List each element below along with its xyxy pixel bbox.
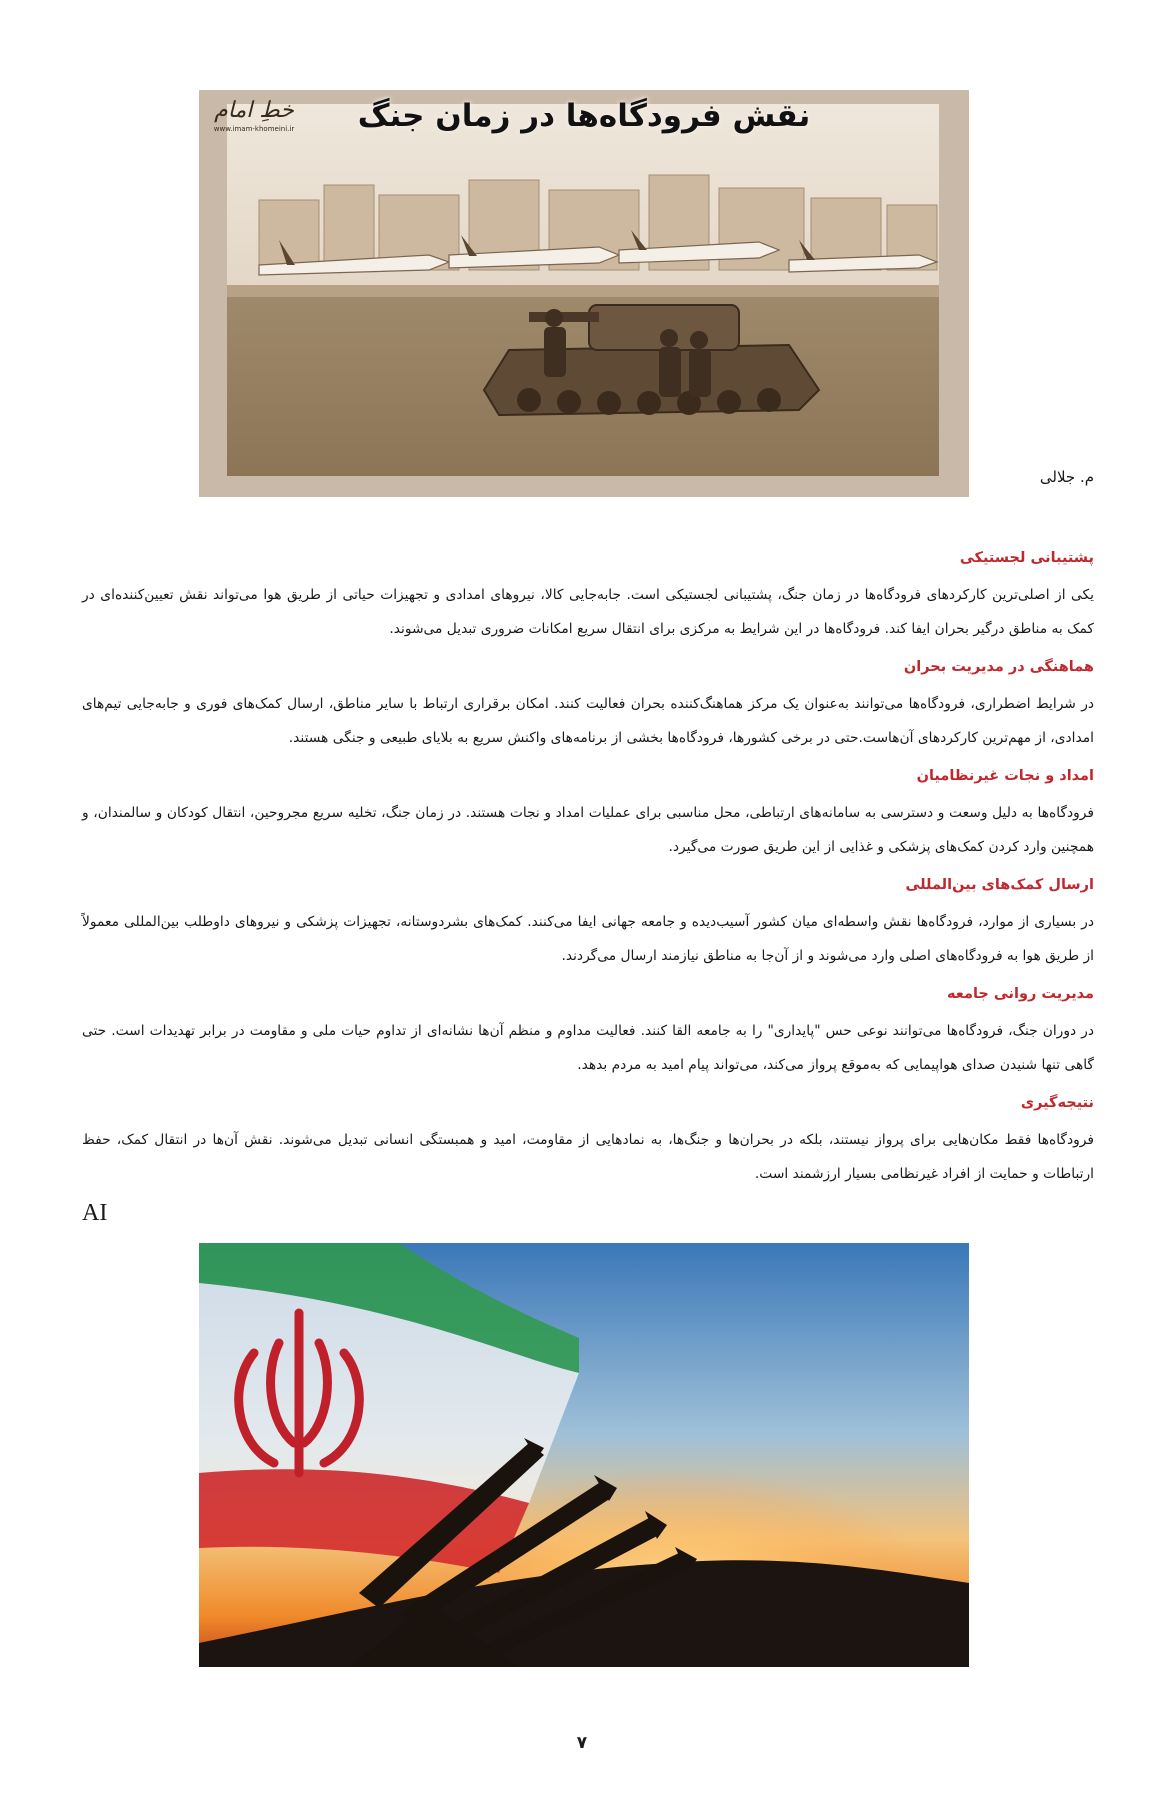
logo-mark: خطِ امام	[214, 98, 294, 123]
flag-missiles-photo	[199, 1243, 969, 1667]
section-paragraph: در شرایط اضطراری، فرودگاه‌ها می‌توانند به‌عنوان یک مرکز هماهنگ‌کننده بحران فعالیت کنند. امکان برقراری ارتباط با سایر مناطق، ارسال کمک‌های فوری و جابه‌جایی تیم‌های امدادی، از مهم‌ترین کارکردهای آن‌هاست.حتی در برخی کشورها، فرودگاه‌ها بخشی از برنامه‌های واکنش سریع به بلایای طبیعی و جنگی هستند.	[82, 696, 1094, 746]
section-paragraph: فرودگاه‌ها به دلیل وسعت و دسترسی به سامانه‌های ارتباطی، محل مناسبی برای عملیات امداد و نجات هستند. در زمان جنگ، تخلیه سریع مجروحین، انتقال کودکان و سالمندان، و همچنین وارد کردن کمک‌های پزشکی و غذایی از این طریق صورت می‌گیرد.	[82, 805, 1094, 855]
section-paragraph: در بسیاری از موارد، فرودگاه‌ها نقش واسطه‌ای میان کشور آسیب‌دیده و جامعه جهانی ایفا می‌کنند. کمک‌های بشردوستانه، تجهیزات پزشکی و نیروهای داوطلب بین‌المللی معمولاً از طریق هوا به فرودگاه‌های اصلی وارد می‌شوند و از آن‌جا به مناطق نیازمند ارسال می‌گردند.	[82, 914, 1094, 964]
section-heading: مدیریت روانی جامعه	[946, 986, 1094, 1002]
photo-title: نقش فرودگاه‌ها در زمان جنگ	[357, 98, 811, 134]
ai-label: AI	[82, 1200, 108, 1226]
flag-missiles-illustration	[199, 1243, 969, 1667]
section-heading: هماهنگی در مدیریت بحران	[903, 659, 1094, 675]
author-name: م. جلالی	[1039, 468, 1094, 486]
section-paragraph: فرودگاه‌ها فقط مکان‌هایی برای پرواز نیستند، بلکه در بحران‌ها و جنگ‌ها، به نمادهایی از مقاومت، امید و همبستگی انسانی تبدیل می‌شوند. نقش آن‌ها در انتقال کمک، حفظ ارتباطات و حمایت از افراد غیرنظامی بسیار ارزشمند است.	[82, 1132, 1094, 1182]
section-heading: نتیجه‌گیری	[1020, 1095, 1094, 1111]
section-heading: امداد و نجات غیرنظامیان	[916, 768, 1094, 784]
tank-airport-illustration	[199, 90, 969, 497]
section-paragraph: یکی از اصلی‌ترین کارکردهای فرودگاه‌ها در زمان جنگ، پشتیبانی لجستیکی است. جابه‌جایی کالا، نیروهای امدادی و تجهیزات حیاتی از طریق هوا می‌تواند نقش تعیین‌کننده‌ای در کمک به مناطق درگیر بحران ایفا کند. فرودگاه‌ها در این شرایط به مرکزی برای انتقال سریع امکانات ضروری تبدیل می‌شوند.	[82, 587, 1094, 637]
section-paragraph: در دوران جنگ، فرودگاه‌ها می‌توانند نوعی حس "پایداری" را به جامعه القا کنند. فعالیت مداوم و منظم آن‌ها نشانه‌ای از تداوم حیات ملی و مقاومت در برابر تهدیدات است. حتی گاهی تنها شنیدن صدای هواپیمایی که به‌موقع پرواز می‌کند، می‌تواند پیام امید به مردم بدهد.	[82, 1023, 1094, 1073]
section-heading: ارسال کمک‌های بین‌المللی	[905, 877, 1094, 893]
logo-url: www.imam-khomeini.ir	[213, 125, 295, 133]
page-number: ۷	[576, 1733, 588, 1753]
article-body	[82, 545, 1094, 1199]
section-heading: پشتیبانی لجستیکی	[959, 550, 1094, 566]
header-photo	[199, 90, 969, 497]
